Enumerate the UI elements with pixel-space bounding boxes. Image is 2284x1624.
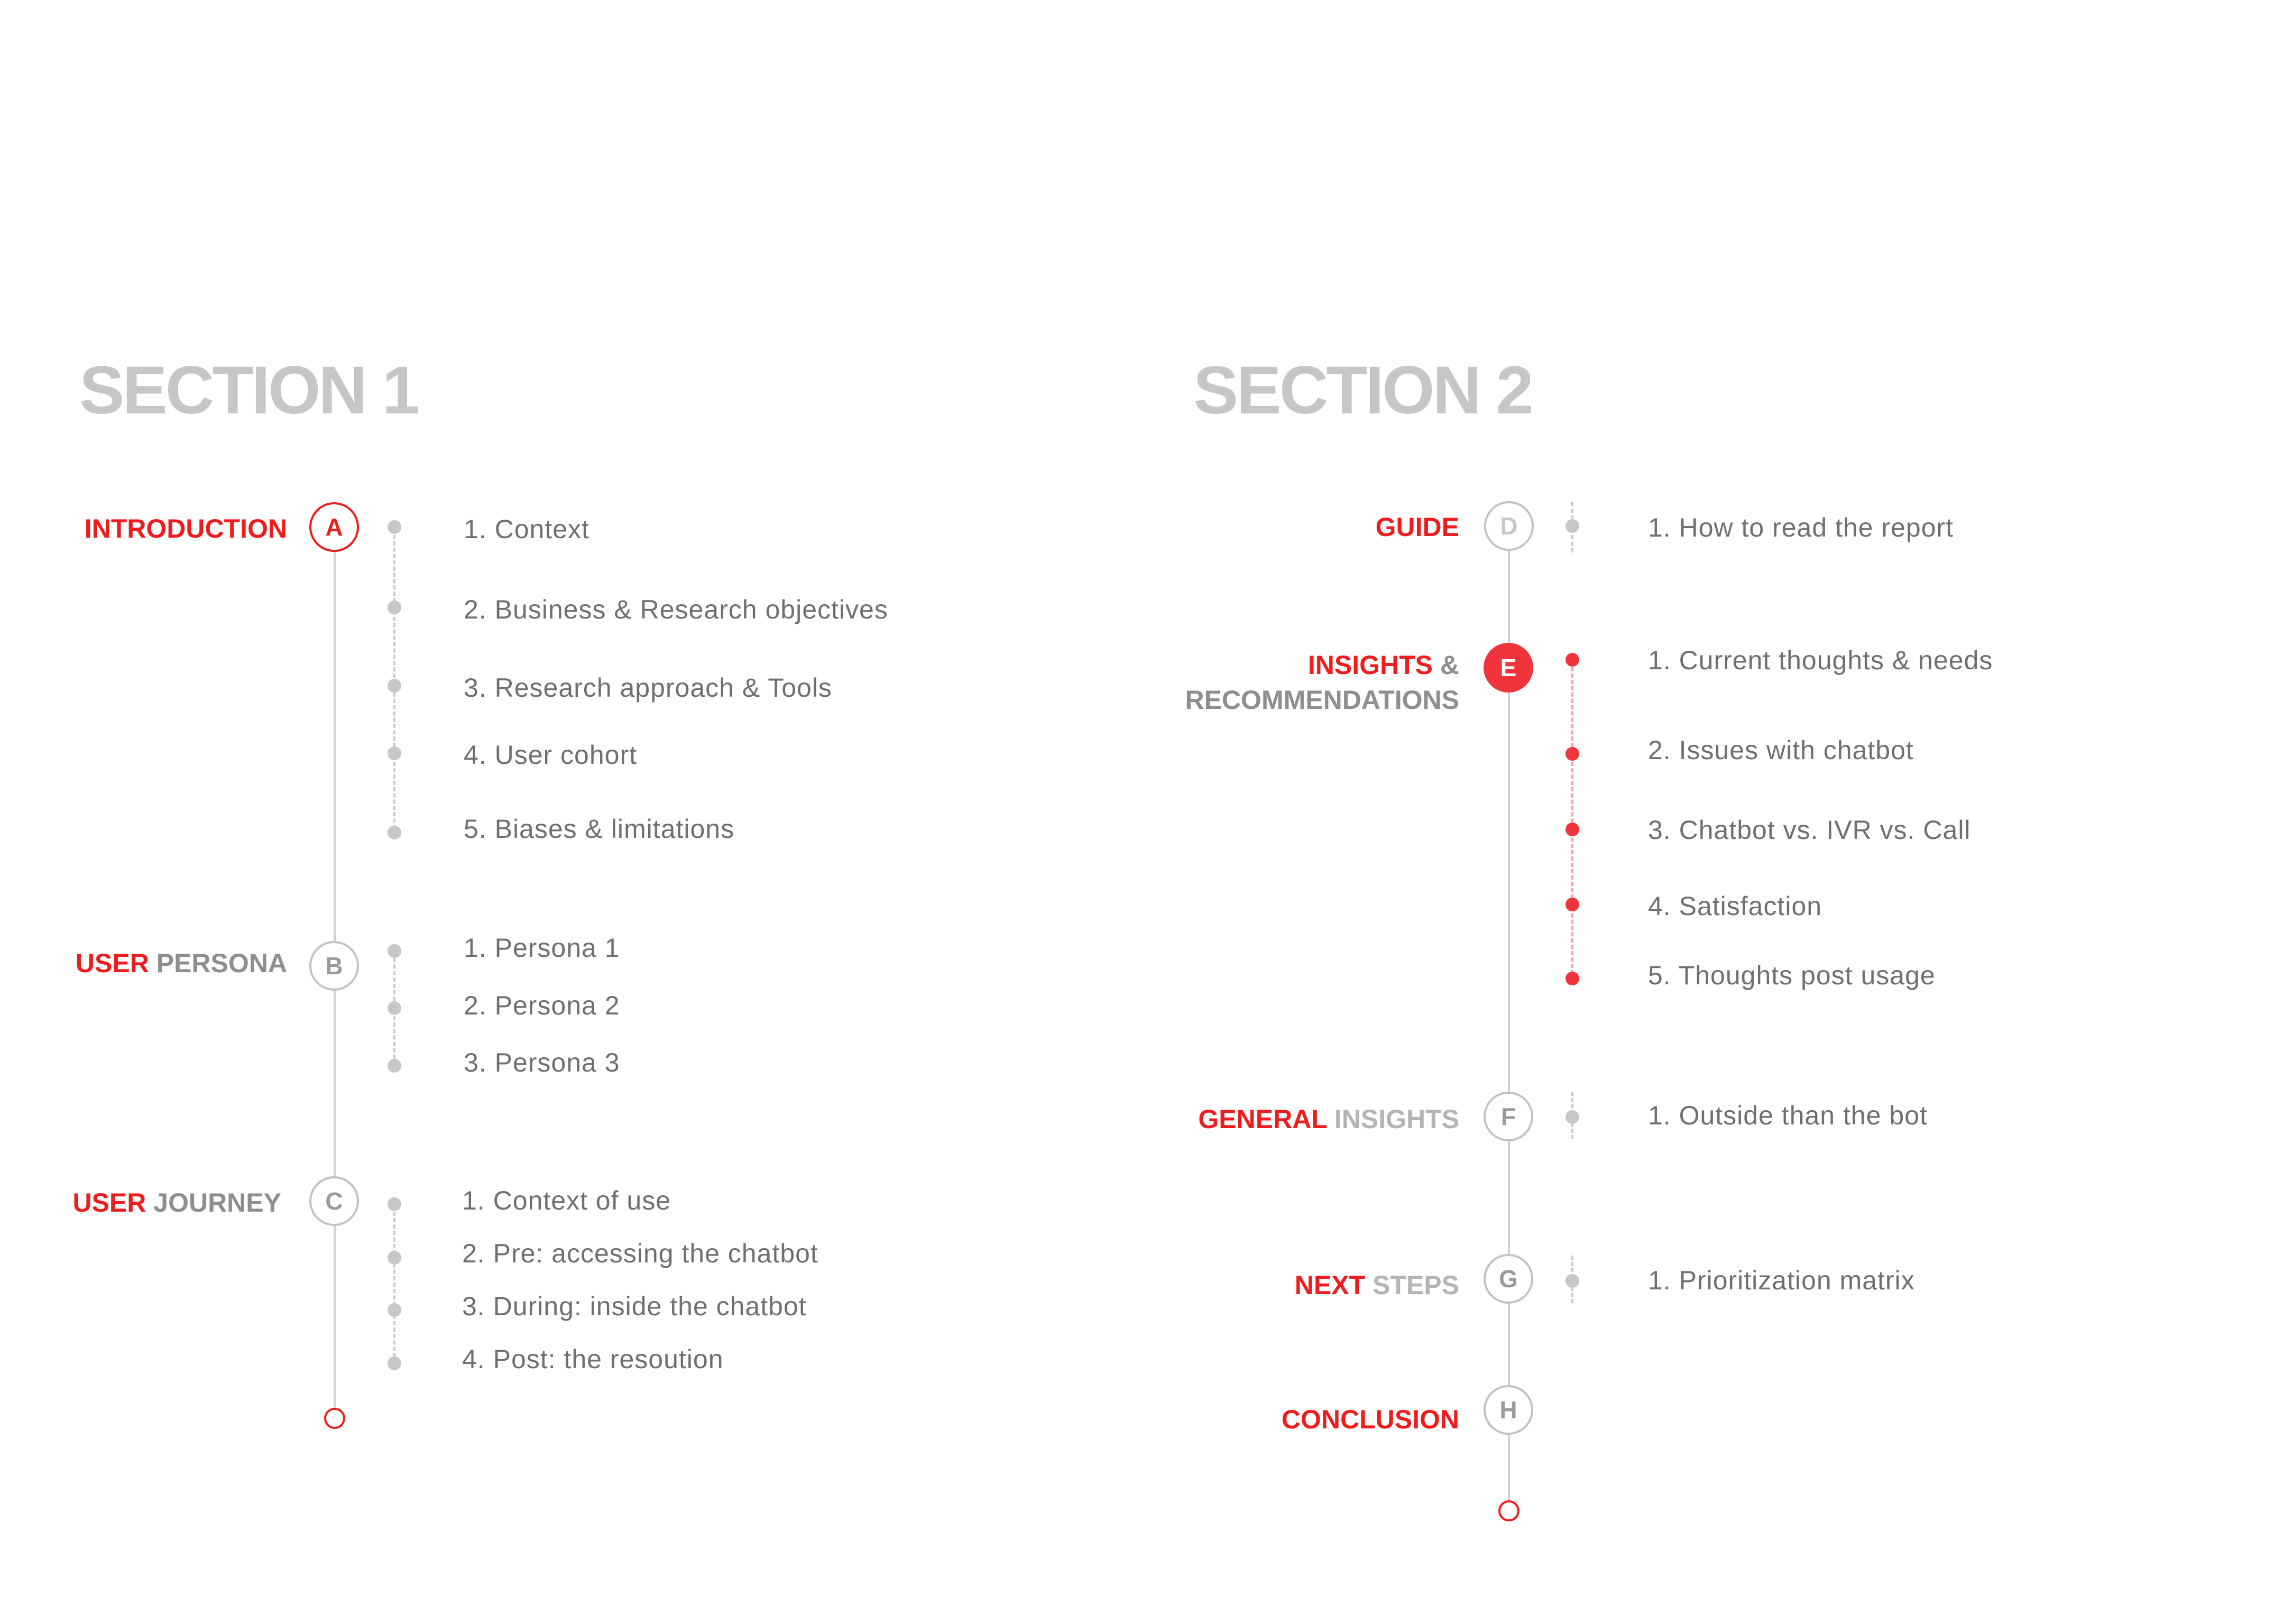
group-a-label: [85, 515, 287, 542]
group-e-label-line2: RECOMMENDATIONS: [1185, 685, 1459, 715]
group-e-label-primary: INSIGHTS: [1307, 650, 1433, 680]
group-h-label: [1282, 1406, 1459, 1433]
group-f-item-1[interactable]: 1. Outside than the bot: [1648, 1101, 1928, 1130]
group-a-item-1[interactable]: 1. Context: [464, 514, 590, 544]
group-b-item-1[interactable]: 1. Persona 1: [464, 933, 620, 963]
group-b-dot-3: [388, 1059, 401, 1073]
group-b-label-primary: USER: [75, 948, 149, 978]
section-2-title: SECTION 2: [1193, 353, 1532, 428]
group-e-label-secondary: &: [1440, 650, 1459, 680]
group-g-item-1[interactable]: 1. Prioritization matrix: [1648, 1266, 1915, 1295]
group-b-dot-1: [388, 944, 401, 958]
group-a-node[interactable]: [309, 502, 359, 552]
group-c-label: [72, 1189, 281, 1216]
group-a-item-4[interactable]: 4. User cohort: [464, 740, 638, 770]
group-a-item-3[interactable]: 3. Research approach & Tools: [464, 673, 832, 703]
group-a-dot-3: [388, 679, 401, 693]
group-e-dashline: [1571, 661, 1573, 981]
group-f-label-secondary: INSIGHTS: [1334, 1104, 1459, 1134]
group-e-node[interactable]: [1484, 643, 1533, 693]
group-a-dot-1: [388, 520, 401, 534]
group-c-dashline: [393, 1205, 395, 1364]
group-e-dot-1: [1565, 653, 1579, 667]
group-d-dot-1: [1565, 519, 1579, 533]
group-b-label-secondary: PERSONA: [156, 948, 287, 978]
group-g-label-secondary: STEPS: [1373, 1270, 1459, 1300]
group-e-dot-3: [1565, 823, 1579, 836]
group-b-dot-2: [388, 1001, 401, 1015]
group-c-label-secondary: JOURNEY: [153, 1188, 281, 1217]
group-c-item-2[interactable]: 2. Pre: accessing the chatbot: [462, 1239, 818, 1268]
group-e-label: [1185, 648, 1459, 717]
group-g-label: [1295, 1272, 1459, 1298]
group-c-item-4[interactable]: 4. Post: the resoution: [462, 1344, 724, 1374]
group-d-item-1[interactable]: 1. How to read the report: [1648, 513, 1954, 542]
group-f-letter: F: [1500, 1103, 1516, 1130]
group-a-label-primary: INTRODUCTION: [84, 514, 287, 543]
section-1-title: SECTION 1: [79, 353, 418, 428]
group-g-letter: G: [1499, 1265, 1518, 1293]
group-h-node[interactable]: [1484, 1385, 1533, 1435]
group-e-item-2[interactable]: 2. Issues with chatbot: [1648, 735, 1914, 765]
group-d-label-primary: GUIDE: [1375, 512, 1459, 542]
group-a-dot-5: [388, 826, 401, 839]
group-a-letter: A: [325, 513, 343, 541]
group-g-label-primary: NEXT: [1294, 1270, 1366, 1300]
group-c-dot-4: [388, 1357, 401, 1370]
group-g-node[interactable]: [1484, 1254, 1533, 1304]
group-g-dot-1: [1565, 1274, 1579, 1288]
group-b-letter: B: [325, 952, 343, 980]
group-d-letter: D: [1500, 512, 1518, 540]
group-c-node[interactable]: [309, 1176, 359, 1226]
group-b-label: [76, 950, 287, 976]
group-e-dot-5: [1565, 972, 1579, 985]
group-e-dot-2: [1565, 747, 1579, 761]
group-c-dot-1: [388, 1197, 401, 1211]
group-b-node[interactable]: [309, 941, 359, 991]
group-a-dot-2: [388, 601, 401, 614]
group-f-dot-1: [1565, 1110, 1579, 1124]
group-c-letter: C: [325, 1187, 343, 1215]
section-2-end-marker: [1498, 1500, 1519, 1521]
group-e-item-1[interactable]: 1. Current thoughts & needs: [1648, 645, 1993, 675]
group-d-label: [1376, 514, 1459, 540]
group-e-dot-4: [1565, 898, 1579, 911]
group-f-node[interactable]: [1484, 1092, 1533, 1141]
section-1-end-marker: [324, 1408, 345, 1429]
group-e-item-4[interactable]: 4. Satisfaction: [1648, 891, 1822, 921]
group-c-item-3[interactable]: 3. During: inside the chatbot: [462, 1291, 807, 1321]
group-h-label-primary: CONCLUSION: [1281, 1405, 1459, 1434]
group-c-label-primary: USER: [72, 1188, 146, 1217]
group-c-item-1[interactable]: 1. Context of use: [462, 1186, 671, 1215]
group-a-dot-4: [388, 746, 401, 760]
group-h-letter: H: [1499, 1396, 1517, 1424]
group-c-dot-2: [388, 1251, 401, 1265]
group-b-item-3[interactable]: 3. Persona 3: [464, 1048, 620, 1077]
group-e-letter: E: [1500, 654, 1517, 681]
group-d-node[interactable]: [1484, 501, 1534, 551]
group-c-dot-3: [388, 1303, 401, 1317]
group-f-label-primary: GENERAL: [1198, 1104, 1327, 1134]
group-e-item-5[interactable]: 5. Thoughts post usage: [1648, 961, 1936, 990]
group-e-item-3[interactable]: 3. Chatbot vs. IVR vs. Call: [1648, 815, 1971, 845]
group-a-item-2[interactable]: 2. Business & Research objectives: [464, 595, 888, 624]
group-a-item-5[interactable]: 5. Biases & limitations: [464, 814, 735, 844]
group-b-item-2[interactable]: 2. Persona 2: [464, 991, 620, 1020]
group-f-label: [1198, 1106, 1459, 1132]
